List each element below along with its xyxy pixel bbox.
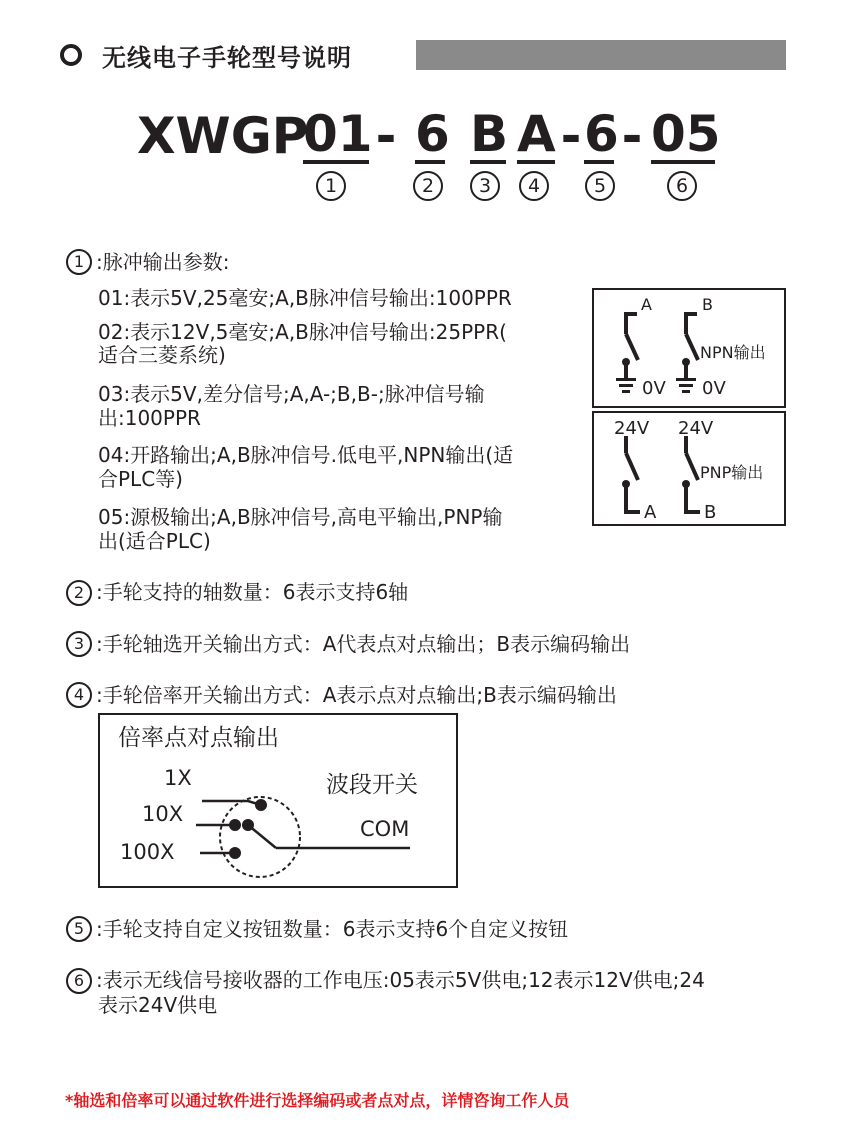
item-1-number: 1 [66, 249, 92, 275]
npn-b-label: B [702, 295, 713, 314]
model-seg-6: 05 [651, 105, 721, 163]
model-seg-2: 6 [415, 105, 450, 163]
item-1-title: :脉冲输出参数: [96, 250, 230, 274]
marker-3: 3 [470, 171, 500, 201]
model-dash-3: - [621, 107, 643, 165]
item-1-line: 04:开路输出;A,B脉冲信号.低电平,NPN输出(适 [98, 443, 514, 467]
pnp-a-label: A [644, 502, 657, 523]
pnp-v1-label: 24V [614, 418, 650, 439]
footnote: *轴选和倍率可以通过软件进行选择编码或者点对点，详情咨询工作人员 [65, 1091, 570, 1110]
item-1-line: 出:100PPR [98, 406, 201, 430]
com-label: COM [360, 817, 410, 841]
rate-100x-label: 100X [120, 840, 175, 864]
item-5-text: :手轮支持自定义按钮数量：6表示支持6个自定义按钮 [96, 917, 569, 941]
model-seg-4: A [517, 105, 556, 163]
model-seg-3: B [470, 105, 509, 163]
item-1-line: 05:源极输出;A,B脉冲信号,高电平输出,PNP输 [98, 505, 503, 529]
switch-label: 波段开关 [326, 772, 418, 798]
marker-2: 2 [413, 171, 443, 201]
marker-1: 1 [316, 171, 346, 201]
header-bullet-icon [60, 44, 82, 66]
pnp-label: PNP输出 [700, 463, 764, 482]
rate-1x-label: 1X [164, 766, 192, 790]
item-1-line: 02:表示12V,5毫安;A,B脉冲信号输出:25PPR( [98, 320, 507, 344]
header-bar [416, 40, 786, 70]
item-1-line: 01:表示5V,25毫安;A,B脉冲信号输出:100PPR [98, 286, 512, 310]
marker-5: 5 [585, 171, 615, 201]
item-3-number: 3 [66, 631, 92, 657]
rate-10x-label: 10X [142, 802, 184, 826]
item-4-text: :手轮倍率开关输出方式：A表示点对点输出;B表示编码输出 [96, 683, 617, 707]
item-6-line: 表示24V供电 [98, 993, 218, 1017]
npn-pnp-diagram [592, 288, 786, 526]
item-2-number: 2 [66, 580, 92, 606]
model-seg-5: 6 [584, 105, 619, 163]
item-1-line: 出(适合PLC) [98, 529, 211, 553]
model-prefix: XWGP [137, 107, 309, 165]
model-dash-2: - [560, 107, 582, 165]
item-5-number: 5 [66, 916, 92, 942]
model-seg-1: 01 [303, 105, 373, 163]
item-4-number: 4 [66, 682, 92, 708]
npn-a-label: A [641, 295, 652, 314]
page-title: 无线电子手轮型号说明 [102, 44, 352, 72]
npn-gnd-a: 0V [642, 378, 666, 399]
marker-6: 6 [667, 171, 697, 201]
model-dash-1: - [375, 107, 397, 165]
rate-diagram-title: 倍率点对点输出 [118, 725, 279, 751]
item-6-line: :表示无线信号接收器的工作电压:05表示5V供电;12表示12V供电;24 [96, 968, 705, 992]
item-1-line: 03:表示5V,差分信号;A,A-;B,B-;脉冲信号输 [98, 382, 485, 406]
pnp-b-label: B [704, 502, 717, 523]
npn-gnd-b: 0V [702, 378, 726, 399]
pnp-v2-label: 24V [678, 418, 714, 439]
rate-switch-diagram [98, 713, 458, 889]
item-3-text: :手轮轴选开关输出方式：A代表点对点输出；B表示编码输出 [96, 632, 631, 656]
item-6-number: 6 [66, 968, 92, 994]
npn-label: NPN输出 [700, 343, 766, 362]
item-1-line: 适合三菱系统) [98, 343, 226, 367]
marker-4: 4 [519, 171, 549, 201]
item-1-line: 合PLC等) [98, 467, 183, 491]
item-2-text: :手轮支持的轴数量：6表示支持6轴 [96, 580, 409, 604]
